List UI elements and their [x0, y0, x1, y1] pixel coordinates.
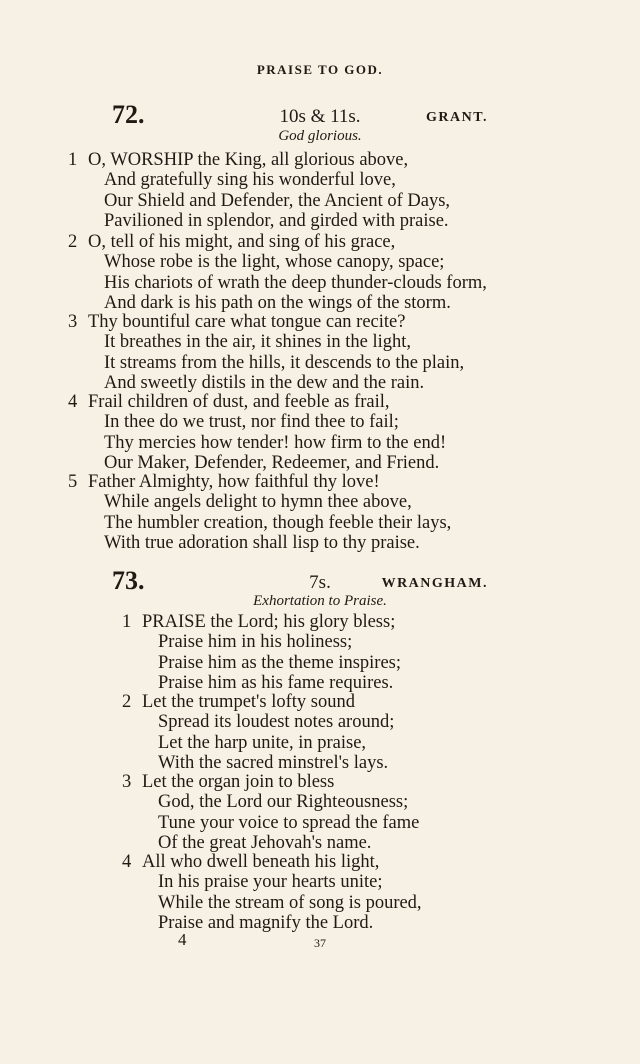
- signature-mark: 4: [178, 930, 187, 949]
- verse-line: Our Shield and Defender, the Ancient of Days,: [104, 190, 451, 211]
- verse-line: While angels delight to hymn thee above,: [104, 492, 412, 513]
- hymn-72-header: [0, 100, 640, 130]
- verse-line: And gratefully sing his wonderful love,: [104, 170, 396, 191]
- verse-line: Father Almighty, how faithful thy love!: [88, 472, 380, 492]
- stanza-number: 4: [68, 392, 78, 412]
- verse-line: Praise and magnify the Lord.: [158, 913, 374, 934]
- page-number: 37: [314, 936, 326, 950]
- verse-line: Let the trumpet's lofty sound: [142, 692, 355, 712]
- verse-line: And sweetly distils in the dew and the rain.: [104, 373, 425, 394]
- verse-line: Thy mercies how tender! how firm to the end!: [104, 432, 447, 453]
- running-head: PRAISE TO GOD.: [256, 62, 384, 77]
- verse-line: In thee do we trust, nor find thee to fail;: [104, 412, 399, 433]
- verse-line: Thy bountiful care what tongue can recite?: [88, 312, 406, 332]
- hymn-73-header: [0, 566, 640, 596]
- hymn-meter: 7s.: [309, 572, 331, 593]
- stanza-72-1: [68, 150, 451, 232]
- stanza-72-5: [68, 472, 452, 554]
- stanza-73-1: [122, 612, 402, 694]
- stanza-72-3: [68, 312, 465, 394]
- verse-line: Of the great Jehovah's name.: [158, 833, 372, 854]
- verse-line: PRAISE the Lord; his glory bless;: [142, 612, 396, 632]
- verse-line: Let the organ join to bless: [142, 772, 335, 792]
- stanza-72-2: [68, 232, 487, 314]
- verse-line: Praise him as his fame requires.: [158, 673, 394, 694]
- hymn-tune: GRANT.: [425, 110, 488, 125]
- verse-line: Pavilioned in splendor, and girded with praise.: [104, 211, 449, 232]
- verse-line: And dark is his path on the wings of the storm.: [104, 293, 451, 314]
- stanza-73-4: [122, 852, 422, 934]
- stanza-number: 3: [122, 772, 132, 792]
- hymn-subtitle: God glorious.: [278, 128, 362, 144]
- hymn-meter: 10s & 11s.: [279, 106, 361, 127]
- verse-line: It streams from the hills, it descends to the plain,: [104, 352, 465, 373]
- verse-line: God, the Lord our Righteousness;: [158, 792, 409, 813]
- verse-line: Spread its loudest notes around;: [158, 712, 395, 733]
- verse-line: While the stream of song is poured,: [158, 892, 422, 913]
- stanza-number: 1: [68, 150, 78, 170]
- verse-line: Frail children of dust, and feeble as frail,: [88, 392, 390, 412]
- verse-line: Let the harp unite, in praise,: [158, 732, 367, 753]
- verse-line: Praise him as the theme inspires;: [158, 652, 402, 673]
- stanza-number: 4: [122, 852, 132, 872]
- verse-line: Our Maker, Defender, Redeemer, and Friend.: [104, 453, 440, 474]
- verse-line: Tune your voice to spread the fame: [158, 812, 420, 833]
- verse-line: With the sacred minstrel's lays.: [158, 753, 389, 774]
- hymn-subtitle: Exhortation to Praise.: [253, 593, 387, 609]
- verse-line: With true adoration shall lisp to thy praise.: [104, 533, 420, 554]
- verse-line: In his praise your hearts unite;: [158, 872, 383, 893]
- stanza-number: 5: [68, 472, 78, 492]
- verse-line: O, WORSHIP the King, all glorious above,: [88, 150, 409, 170]
- stanza-number: 3: [68, 312, 78, 332]
- verse-line: It breathes in the air, it shines in the light,: [104, 332, 412, 353]
- hymn-number: 73.: [112, 566, 145, 595]
- stanza-72-4: [68, 392, 447, 474]
- verse-line: Whose robe is the light, whose canopy, space;: [104, 252, 445, 273]
- stanza-number: 1: [122, 612, 132, 632]
- stanza-73-2: [122, 692, 395, 774]
- stanza-73-3: [122, 772, 420, 854]
- stanza-number: 2: [122, 692, 132, 712]
- verse-line: The humbler creation, though feeble their lays,: [104, 512, 452, 533]
- hymn-number: 72.: [112, 100, 145, 129]
- verse-line: His chariots of wrath the deep thunder-clouds form,: [104, 272, 487, 293]
- verse-line: O, tell of his might, and sing of his grace,: [88, 232, 396, 252]
- hymn-tune: WRANGHAM.: [381, 576, 488, 591]
- verse-line: All who dwell beneath his light,: [142, 852, 380, 872]
- verse-line: Praise him in his holiness;: [158, 632, 353, 653]
- stanza-number: 2: [68, 232, 78, 252]
